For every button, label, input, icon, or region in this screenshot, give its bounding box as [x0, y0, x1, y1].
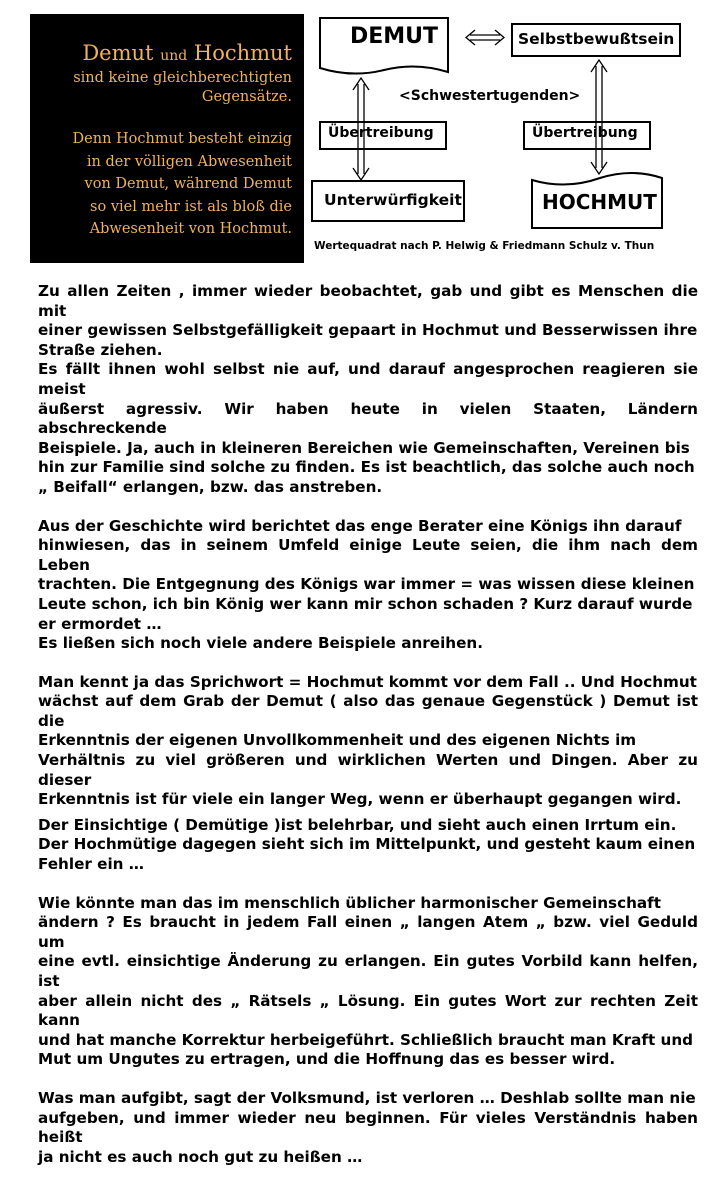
wertequadrat-diagram: [306, 10, 716, 265]
text-line: und hat manche Korrektur herbeigeführt. Schließlich braucht man Kraft und: [38, 1030, 694, 1049]
quote-body-line: in der völligen Abwesenheit: [86, 153, 292, 170]
text-line: Der Hochmütige dagegen sieht sich im Mittelpunkt, und gesteht kaum einen: [38, 835, 696, 854]
text-line: wächst auf dem Grab der Demut ( also das genaue Gegenstück ) Demut ist die: [38, 692, 698, 730]
quote-subtitle-line: Gegensätze.: [201, 89, 292, 105]
paragraph-3: [38, 673, 698, 810]
paragraph-6: [38, 1089, 698, 1167]
demut-label: DEMUT: [350, 24, 439, 49]
text-line: trachten. Die Entgegnung des Königs war immer = was wissen diese kleinen: [38, 575, 695, 594]
quote-subtitle-line: sind keine gleichberechtigten: [73, 70, 292, 86]
selbstbewusstsein-label: Selbstbewußtsein: [518, 30, 675, 48]
article-body: [38, 282, 698, 1186]
text-line: „ Beifall“ erlangen, bzw. das anstreben.: [38, 477, 383, 496]
text-line: hin zur Familie sind solche zu finden. Es ist beachtlich, das solche auch noch: [38, 458, 695, 477]
text-line: Erkenntnis ist für viele ein langer Weg, wenn er überhaupt gegangen wird.: [38, 790, 682, 809]
diagram-caption: Wertequadrat nach P. Helwig & Friedmann Schulz v. Thun: [314, 240, 655, 252]
quote-title-demut: Demut: [82, 41, 154, 65]
paragraph-4: [38, 816, 698, 875]
uebertreibung-left-label: Übertreibung: [328, 125, 434, 141]
paragraph-2: [38, 517, 698, 654]
quote-title-und: und: [160, 48, 188, 64]
quote-box: [30, 14, 304, 263]
text-line: Leute schon, ich bin König wer kann mir schon schaden ? Kurz darauf wurde: [38, 594, 693, 613]
text-line: Es fällt ihnen wohl selbst nie auf, und darauf angesprochen reagieren sie meist: [38, 360, 698, 398]
double-arrow-vertical-right: [591, 60, 607, 174]
text-line: Verhältnis zu viel größeren und wirklichen Werten und Dingen. Aber zu dieser: [38, 751, 698, 789]
text-line: einer gewissen Selbstgefälligkeit gepaart in Hochmut und Besserwissen ihre: [38, 321, 698, 340]
text-line: Man kennt ja das Sprichwort = Hochmut kommt vor dem Fall .. Und Hochmut: [38, 672, 697, 691]
quote-title-hochmut: Hochmut: [193, 41, 292, 65]
text-line: Mut um Ungutes zu ertragen, und die Hoffnung das es besser wird.: [38, 1050, 616, 1069]
quote-body-line: Abwesenheit von Hochmut.: [89, 221, 292, 237]
text-line: eine evtl. einsichtige Änderung zu erlangen. Ein gutes Vorbild kann helfen, ist: [38, 952, 698, 990]
text-line: hinwiesen, das in seinem Umfeld einige Leute seien, die ihm nach dem Leben: [38, 536, 698, 574]
text-line: Was man aufgibt, sagt der Volksmund, ist verloren … Deshlab sollte man nie: [38, 1088, 696, 1107]
text-line: äußerst agressiv. Wir haben heute in vielen Staaten, Ländern abschreckende: [38, 399, 698, 438]
text-line: Der Einsichtige ( Demütige )ist belehrbar, und sieht auch einen Irrtum ein.: [38, 815, 677, 834]
uebertreibung-right-label: Übertreibung: [532, 125, 638, 141]
paragraph-5: [38, 894, 698, 1070]
schwestertugenden-label: <Schwestertugenden>: [399, 88, 581, 104]
text-line: Erkenntnis der eigenen Unvollkommenheit und des eigenen Nichts im: [38, 731, 637, 750]
quote-body: [40, 128, 292, 241]
text-line: Zu allen Zeiten , immer wieder beobachtet, gab und gibt es Menschen die mit: [38, 282, 698, 320]
quote-title: [40, 40, 292, 69]
quote-body-line: so viel mehr ist als bloß die: [90, 198, 292, 215]
hochmut-label: HOCHMUT: [542, 190, 657, 214]
text-line: ändern ? Es braucht in jedem Fall einen „ langen Atem „ bzw. viel Geduld um: [38, 913, 698, 951]
text-line: aufgeben, und immer wieder neu beginnen. Für vieles Verständnis haben heißt: [38, 1108, 698, 1147]
paragraph-1: [38, 282, 698, 498]
text-line: Wie könnte man das im menschlich üblicher harmonischer Gemeinschaft: [38, 893, 662, 912]
text-line: ja nicht es auch noch gut zu heißen …: [38, 1147, 363, 1166]
text-line: er ermordet …: [38, 614, 162, 633]
unterwuerfigkeit-label: Unterwürfigkeit: [324, 191, 462, 209]
text-line: aber allein nicht des „ Rätsels „ Lösung. Ein gutes Wort zur rechten Zeit kann: [38, 991, 698, 1030]
quote-body-line: von Demut, während Demut: [84, 176, 292, 192]
text-line: Aus der Geschichte wird berichtet das enge Berater eine Königs ihn darauf: [38, 516, 682, 535]
quote-body-line: Denn Hochmut besteht einzig: [72, 131, 292, 147]
text-line: Beispiele. Ja, auch in kleineren Bereichen wie Gemeinschaften, Vereinen bis: [38, 438, 690, 457]
text-line: Es ließen sich noch viele andere Beispiele anreihen.: [38, 634, 483, 653]
text-line: Fehler ein …: [38, 855, 144, 874]
text-line: Straße ziehen.: [38, 340, 163, 359]
double-arrow-horizontal: [466, 30, 504, 45]
